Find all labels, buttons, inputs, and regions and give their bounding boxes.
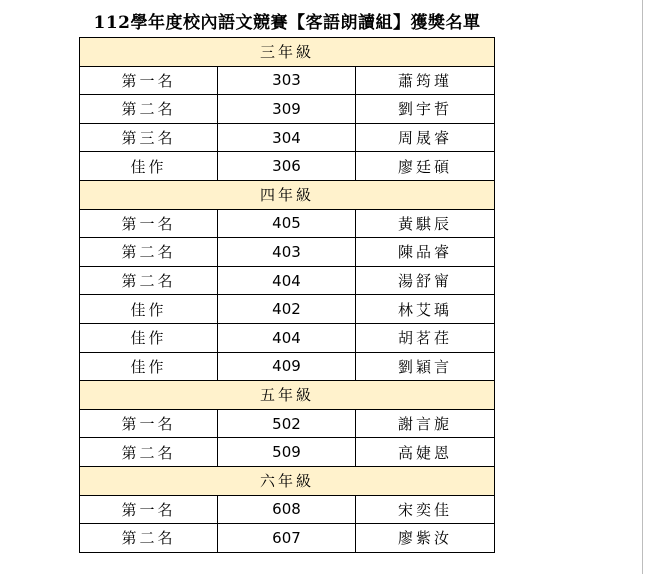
- grade-header-row: [80, 381, 495, 410]
- student-name-cell: 劉宇哲: [356, 95, 495, 124]
- table-row: [80, 66, 495, 95]
- table-row: [80, 152, 495, 181]
- grade-header-row: [80, 180, 495, 209]
- class-cell: 607: [218, 524, 356, 553]
- grade-label: 六年級: [80, 466, 495, 495]
- place-cell: 佳作: [80, 295, 218, 324]
- table-row: [80, 95, 495, 124]
- class-cell: 404: [218, 266, 356, 295]
- place-cell: 佳作: [80, 352, 218, 381]
- grade-header-row: [80, 466, 495, 495]
- table-row: [80, 438, 495, 467]
- class-cell: 608: [218, 495, 356, 524]
- class-cell: 304: [218, 123, 356, 152]
- student-name-cell: 林艾瑀: [356, 295, 495, 324]
- class-cell: 303: [218, 66, 356, 95]
- student-name-cell: 劉穎言: [356, 352, 495, 381]
- student-name-cell: 高婕恩: [356, 438, 495, 467]
- student-name-cell: 謝言旎: [356, 409, 495, 438]
- class-cell: 409: [218, 352, 356, 381]
- table-row: [80, 266, 495, 295]
- place-cell: 第三名: [80, 123, 218, 152]
- table-row: [80, 352, 495, 381]
- class-cell: 402: [218, 295, 356, 324]
- document-title: 112學年度校內語文競賽【客語朗讀組】獲獎名單: [93, 13, 481, 33]
- place-cell: 第二名: [80, 95, 218, 124]
- place-cell: 佳作: [80, 152, 218, 181]
- place-cell: 第二名: [80, 524, 218, 553]
- class-cell: 309: [218, 95, 356, 124]
- place-cell: 第二名: [80, 266, 218, 295]
- table-row: [80, 123, 495, 152]
- student-name-cell: 宋奕佳: [356, 495, 495, 524]
- class-cell: 509: [218, 438, 356, 467]
- class-cell: 405: [218, 209, 356, 238]
- class-cell: 502: [218, 409, 356, 438]
- student-name-cell: 湯舒甯: [356, 266, 495, 295]
- awards-table: [79, 37, 495, 553]
- student-name-cell: 廖紫汝: [356, 524, 495, 553]
- class-cell: 306: [218, 152, 356, 181]
- place-cell: 第二名: [80, 438, 218, 467]
- student-name-cell: 廖廷碩: [356, 152, 495, 181]
- place-cell: 第一名: [80, 209, 218, 238]
- place-cell: 佳作: [80, 323, 218, 352]
- grade-header-row: [80, 38, 495, 67]
- student-name-cell: 陳品睿: [356, 238, 495, 267]
- table-row: [80, 323, 495, 352]
- student-name-cell: 胡茗荏: [356, 323, 495, 352]
- table-row: [80, 524, 495, 553]
- place-cell: 第一名: [80, 495, 218, 524]
- table-row: [80, 409, 495, 438]
- class-cell: 404: [218, 323, 356, 352]
- student-name-cell: 蕭筠瑾: [356, 66, 495, 95]
- grade-label: 四年級: [80, 180, 495, 209]
- table-row: [80, 238, 495, 267]
- table-row: [80, 209, 495, 238]
- table-row: [80, 295, 495, 324]
- place-cell: 第一名: [80, 66, 218, 95]
- page-edge-divider: [642, 0, 643, 574]
- student-name-cell: 周晟睿: [356, 123, 495, 152]
- place-cell: 第二名: [80, 238, 218, 267]
- table-row: [80, 495, 495, 524]
- grade-label: 五年級: [80, 381, 495, 410]
- grade-label: 三年級: [80, 38, 495, 67]
- student-name-cell: 黃騏辰: [356, 209, 495, 238]
- place-cell: 第一名: [80, 409, 218, 438]
- class-cell: 403: [218, 238, 356, 267]
